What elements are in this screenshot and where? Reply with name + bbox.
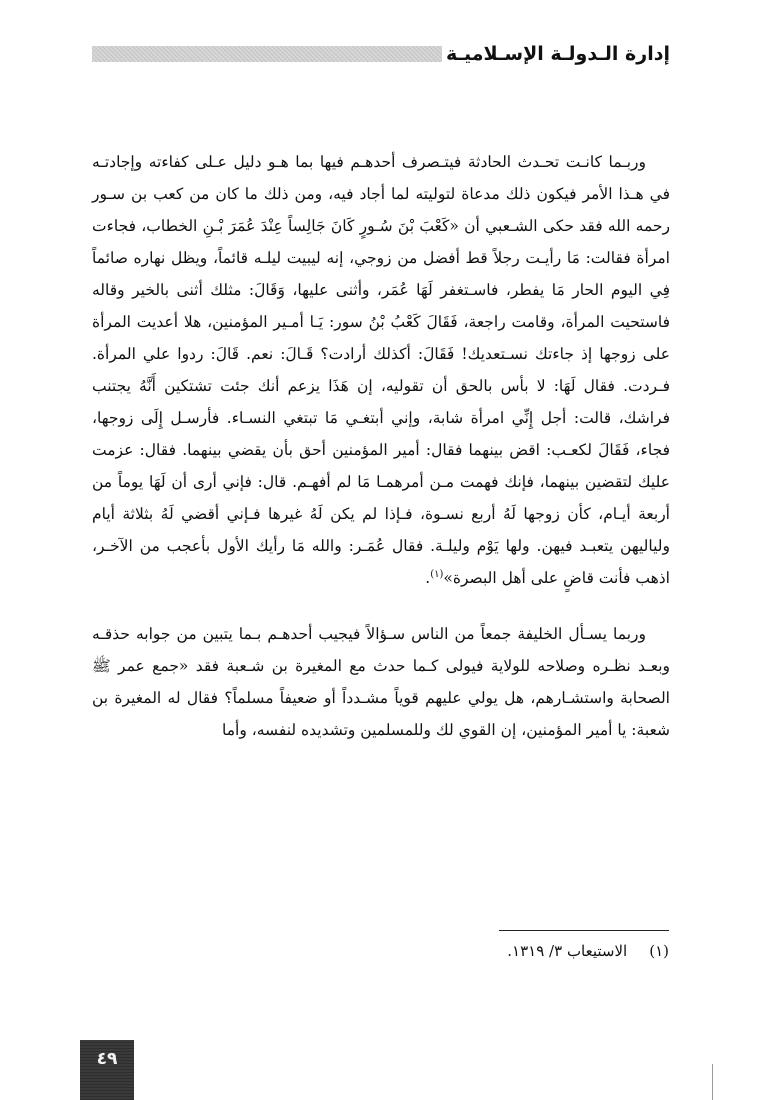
paragraph-1 (92, 146, 670, 594)
footnote-number: (١) (649, 942, 669, 960)
header-decorative-bar (92, 46, 442, 62)
footnote-text: الاستيعاب ٣/ ١٣١٩. (507, 942, 628, 960)
footnote-separator (499, 930, 669, 931)
paragraph-1-text: وربـما كانـت تحـدث الحادثة فيتـصرف أحدهـم فيها بما هـو دليل عـلى كفاءته وإجادتـه في هـذا الأمر فيكون ذلك مدعاة لتوليته لما أجاد فيه، ومن ذلك ما كان من كعب بن سـور رحمه الله فقد حكى الشـعبي أن «كَعْبَ بْنَ سُـورٍ كَانَ جَالِساً عِنْدَ عُمَرَ بْـنِ الخطاب، فجاءت امرأة فقالت: مَا رأيـت رجلاً قط أفضل من زوجي، إنه ليبيت ليلـه قائماً، ويظل نهاره صائماً فِي اليوم الحار مَا يفطر، فاسـتغفر لَهَا عُمَر، وأثنى عليها، وَقَالَ: مثلك أثنى بالخير وقاله فاستحيت المرأة، وقامت راجعة، فَقَالَ كَعْبُ بْنُ سور: يَـا أمـير المؤمنين، هلا أعديت المرأة على زوجها إذ جاءتك نسـتعديك! فَقَالَ: أكذلك أرادت؟ قَـالَ: نعم. قَالَ: ردوا علي المرأة. فـردت. فقال لَهَا: لا بأس بالحق أن تقوليه، إن هَذَا يزعم أنك جئت تشتكين أَنَّهُ يجتنب فراشك، قالت: أجل إِنِّي امرأة شابة، وإني أبتغـي مَا تبتغي النسـاء. فأرسـل إِلَى زوجها، فجاء، فَقَالَ لكعـب: اقض بينهما فقال: أمير المؤمنين أحق بأن يقضي بينهما. فقال: عزمت عليك لتقضين بينهما، فإنك فهمت مـن أمرهمـا مَا لم أفهـم. قال: فإني أرى أن لَهَا يوماً من أربعة أيـام، كأن زوجها لَهُ أربع نسـوة، فـإذا لم يكن لَهُ غيرها فـإني أقضي لَهُ بثلاثة أيام ولياليهن يتعبـد فيهن. ولها يَوْم وليلـة. فقال عُمَـر: والله مَا رأيك الأول بأعجب من الآخـر، اذهب فأنت قاضٍ على أهل البصرة» (92, 153, 670, 587)
page-number: ٤٩ (80, 1040, 134, 1100)
paragraph-2 (92, 618, 670, 746)
main-text (92, 146, 670, 746)
running-title: إدارة الـدولـة الإسـلاميـة (445, 43, 670, 65)
footnote (91, 938, 669, 964)
page-header (92, 40, 670, 74)
footnote-marker: (١) (430, 568, 444, 580)
paragraph-2-text: وربما يسـأل الخليفة جمعاً من الناس سـؤالاً فيجيب أحدهـم بـما يتبين من جوابه حذقـه وبعـد نظـره وصلاحه للولاية فيولى كـما حدث مع المغيرة بن شـعبة فقد «جمع عمر ﷺ الصحابة واستشـارهم، هل يولي عليهم قوياً مشـدداً أو ضعيفاً مسلماً؟ فقال له المغيرة بن شعبة: يا أمير المؤمنين، إن القوي لك وللمسلمين وتشديده لنفسه، وأما (92, 625, 670, 739)
margin-mark (712, 1064, 713, 1100)
paragraph-1-end: . (425, 569, 431, 587)
